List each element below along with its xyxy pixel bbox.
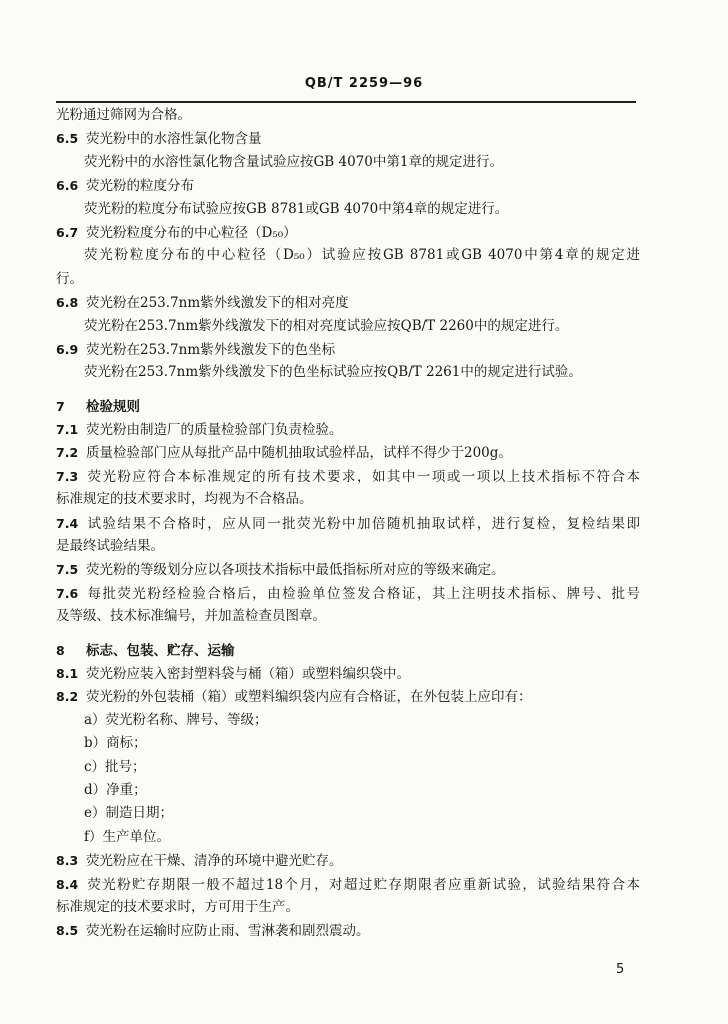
- page-content: [56, 104, 640, 943]
- clause-number: 6.6: [56, 178, 79, 194]
- clause-6-9-heading: [56, 338, 640, 361]
- clause-number: 6.5: [56, 131, 79, 147]
- clause-8-5: [56, 919, 640, 942]
- clause-6-7-heading: [56, 221, 640, 244]
- list-item: d）净重；: [84, 781, 147, 798]
- clause-number: 6.8: [56, 295, 79, 311]
- clause-number: 8.1: [56, 665, 79, 681]
- clause-number: 8.5: [56, 923, 79, 939]
- clause-6-6-heading: [56, 174, 640, 197]
- clause-7-3: [56, 465, 640, 488]
- clause-8-1: [56, 662, 640, 685]
- clause-title: 荧光粉粒度分布的中心粒径（D₅₀）: [86, 224, 297, 241]
- clause-title: 荧光粉的粒度分布: [86, 178, 194, 195]
- clause-6-7-body-cont: 行。: [56, 270, 83, 287]
- section-gap: [56, 629, 640, 639]
- clause-7-6: [56, 582, 640, 605]
- section-title: 检验规则: [86, 398, 140, 415]
- clause-8-4: [56, 873, 640, 896]
- clause-number: 8.4: [56, 876, 79, 892]
- clause-number: 7.2: [56, 445, 79, 461]
- clause-6-8-body: 荧光粉在253.7nm紫外线激发下的相对亮度试验应按QB/T 2260中的规定进行。: [84, 317, 569, 334]
- clause-text: 荧光粉应装入密封塑料袋与桶（箱）或塑料编织袋中。: [86, 665, 410, 682]
- list-item: e）制造日期；: [84, 805, 173, 822]
- clause-title: 荧光粉中的水溶性氯化物含量: [86, 131, 262, 148]
- clause-text: 荧光粉的外包装桶（箱）或塑料编织袋内应有合格证，在外包装上应印有：: [86, 689, 532, 706]
- clause-number: 7.1: [56, 422, 79, 438]
- page-number: 5: [616, 962, 625, 977]
- clause-text: 荧光粉由制造厂的质量检验部门负责检验。: [86, 422, 343, 439]
- section-number: 7: [56, 398, 65, 414]
- clause-text: 每批荧光粉经检验合格后，由检验单位签发合格证，其上注明技术指标、牌号、批号: [86, 585, 640, 602]
- clause-7-6-cont: 及等级、技术标准编号，并加盖检查员图章。: [56, 608, 326, 625]
- clause-6-6-body: 荧光粉的粒度分布试验应按GB 8781或GB 4070中第4章的规定进行。: [84, 200, 509, 217]
- section-number: 8: [56, 642, 65, 658]
- clause-6-9-body: 荧光粉在253.7nm紫外线激发下的色坐标试验应按QB/T 2261中的规定进行试验。: [84, 364, 582, 381]
- paragraph-line: 光粉通过筛网为合格。: [56, 107, 191, 123]
- clause-number: 7.3: [56, 468, 79, 484]
- clause-text: 荧光粉在运输时应防止雨、雪淋袭和剧烈震动。: [86, 923, 370, 940]
- clause-text: 荧光粉应符合本标准规定的所有技术要求，如其中一项或一项以上技术指标不符合本: [86, 468, 640, 485]
- clause-text: 荧光粉应在干燥、清净的环境中避光贮存。: [86, 853, 343, 870]
- clause-text: 荧光粉的等级划分应以各项技术指标中最低指标所对应的等级来确定。: [86, 562, 505, 579]
- clause-7-3-cont: 标准规定的技术要求时，均视为不合格品。: [56, 491, 313, 508]
- clause-6-5-heading: [56, 127, 640, 150]
- section-8-heading: [56, 639, 640, 662]
- page-header: QB/T 2259—96: [304, 76, 424, 91]
- clause-6-8-heading: [56, 291, 640, 314]
- header-rule: [56, 101, 636, 103]
- clause-number: 6.7: [56, 224, 79, 240]
- section-gap: [56, 385, 640, 395]
- clause-number: 7.4: [56, 515, 79, 531]
- clause-text: 试验结果不合格时，应从同一批荧光粉中加倍随机抽取试样，进行复检，复检结果即: [86, 515, 640, 532]
- clause-8-4-cont: 标准规定的技术要求时，方可用于生产。: [56, 898, 299, 915]
- clause-title: 荧光粉在253.7nm紫外线激发下的色坐标: [86, 341, 336, 358]
- clause-8-2: [56, 685, 640, 708]
- clause-6-7-body: 荧光粉粒度分布的中心粒径（D₅₀）试验应按GB 8781或GB 4070中第4章的规定进: [84, 247, 640, 264]
- section-title: 标志、包装、贮存、运输: [86, 642, 235, 659]
- clause-7-4: [56, 512, 640, 535]
- clause-number: 6.9: [56, 341, 79, 357]
- list-item: b）商标；: [84, 735, 147, 752]
- clause-number: 8.3: [56, 853, 79, 869]
- clause-number: 8.2: [56, 689, 79, 705]
- clause-6-5-body: 荧光粉中的水溶性氯化物含量试验应按GB 4070中第1章的规定进行。: [84, 153, 503, 170]
- clause-number: 7.6: [56, 585, 79, 601]
- clause-text: 荧光粉贮存期限一般不超过18个月，对超过贮存期限者应重新试验，试验结果符合本: [86, 876, 640, 893]
- clause-text: 质量检验部门应从每批产品中随机抽取试验样品，试样不得少于200g。: [86, 445, 512, 462]
- clause-7-5: [56, 558, 640, 581]
- list-item: f）生产单位。: [84, 828, 170, 845]
- clause-7-1: [56, 418, 640, 441]
- section-7-heading: [56, 395, 640, 418]
- clause-title: 荧光粉在253.7nm紫外线激发下的相对亮度: [86, 295, 349, 312]
- list-item: c）批号；: [84, 758, 146, 775]
- clause-7-4-cont: 是最终试验结果。: [56, 538, 164, 555]
- list-item: a）荧光粉名称、牌号、等级；: [84, 711, 268, 728]
- clause-number: 7.5: [56, 562, 79, 578]
- clause-7-2: [56, 441, 640, 464]
- clause-8-3: [56, 849, 640, 872]
